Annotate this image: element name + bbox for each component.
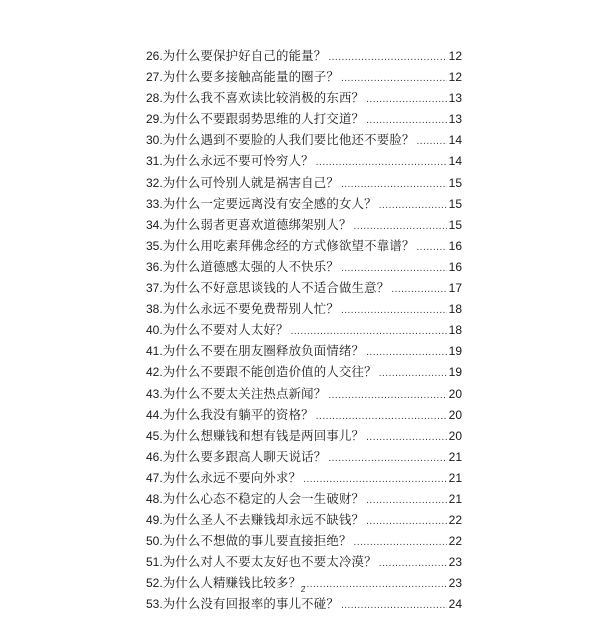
- toc-entry: [146, 45, 462, 66]
- toc-entry: [146, 256, 462, 277]
- toc-entry-page: 18: [448, 302, 462, 317]
- toc-entry-page: 21: [448, 491, 462, 506]
- toc-dot-leader: [354, 532, 447, 553]
- toc-entry-page: 21: [448, 449, 462, 464]
- toc-entry: [146, 150, 462, 171]
- toc-dot-leader: [341, 300, 447, 321]
- toc-entry-page: 20: [448, 386, 462, 401]
- toc-entry-title: 为什么弱者更喜欢道德绑架别人？: [162, 216, 352, 232]
- toc-entry: [146, 129, 462, 150]
- toc-entry-title: 为什么没有回报率的事儿不碰？: [162, 596, 339, 612]
- toc-entry: [146, 193, 462, 214]
- toc-dot-leader: [417, 131, 447, 152]
- toc-entry-number: 51.: [146, 555, 163, 570]
- toc-entry-page: 23: [448, 555, 462, 570]
- toc-dot-leader: [391, 279, 446, 300]
- toc-entry-title: 为什么想赚钱和想有钱是两回事儿？: [162, 427, 365, 443]
- toc-entry-number: 44.: [146, 407, 163, 422]
- toc-entry-number: 47.: [146, 470, 163, 485]
- toc-dot-leader: [366, 342, 447, 363]
- toc-entry-title: 为什么我没有躺平的资格？: [162, 406, 314, 422]
- toc-entry-number: 30.: [146, 133, 163, 148]
- toc-entry-number: 34.: [146, 217, 163, 232]
- toc-entry-page: 15: [448, 217, 462, 232]
- toc-entry: [146, 593, 462, 614]
- toc-entry-number: 49.: [146, 513, 163, 528]
- toc-entry-title: 为什么永远不要免费帮别人忙？: [162, 301, 339, 317]
- toc-entry: [146, 277, 462, 298]
- toc-entry: [146, 509, 462, 530]
- toc-entry-page: 19: [448, 365, 462, 380]
- toc-entry-page: 24: [448, 597, 462, 612]
- toc-entry-page: 22: [448, 534, 462, 549]
- toc-entry-title: 为什么不好意思谈钱的人不适合做生意？: [162, 280, 390, 296]
- toc-dot-leader: [328, 385, 446, 406]
- toc-entry-title: 为什么不要跟弱势思维的人打交道？: [162, 111, 365, 127]
- toc-entry-title: 为什么圣人不去赚钱却永远不缺钱？: [162, 512, 365, 528]
- toc-entry-page: 16: [448, 259, 462, 274]
- toc-entry-title: 为什么不要在朋友圈释放负面情绪？: [162, 343, 365, 359]
- toc-dot-leader: [379, 363, 447, 384]
- toc-entry: [146, 425, 462, 446]
- toc-entry: [146, 235, 462, 256]
- table-of-contents: [146, 45, 462, 615]
- toc-entry-number: 53.: [146, 597, 163, 612]
- toc-entry-title: 为什么遇到不要脸的人我们要比他还不要脸？: [162, 132, 415, 148]
- toc-entry-number: 32.: [146, 175, 163, 190]
- toc-entry: [146, 108, 462, 129]
- toc-entry-title: 为什么不要跟不能创造价值的人交往？: [162, 364, 377, 380]
- toc-entry-page: 22: [448, 513, 462, 528]
- toc-entry-page: 23: [448, 576, 462, 591]
- toc-entry-number: 48.: [146, 491, 163, 506]
- toc-dot-leader: [316, 152, 447, 173]
- toc-dot-leader: [379, 553, 447, 574]
- toc-entry-number: 36.: [146, 259, 163, 274]
- toc-entry: [146, 214, 462, 235]
- toc-dot-leader: [366, 427, 447, 448]
- toc-entry-title: 为什么可怜别人就是祸害自己？: [162, 174, 339, 190]
- toc-entry-number: 33.: [146, 196, 163, 211]
- toc-entry-page: 20: [448, 428, 462, 443]
- toc-entry-title: 为什么要保护好自己的能量？: [162, 48, 327, 63]
- toc-dot-leader: [341, 68, 447, 89]
- toc-entry-number: 26.: [146, 49, 163, 63]
- page-number: 2: [300, 585, 306, 594]
- toc-entry-page: 18: [448, 323, 462, 338]
- toc-entry-number: 46.: [146, 449, 163, 464]
- toc-entry-number: 31.: [146, 154, 163, 169]
- toc-entry: [146, 361, 462, 382]
- toc-dot-leader: [328, 448, 446, 469]
- toc-entry-title: 为什么用吃素拜佛念经的方式修欲望不靠谱？: [162, 237, 415, 253]
- toc-entry: [146, 66, 462, 87]
- toc-entry-title: 为什么对人不要太友好也不要太冷漠？: [162, 554, 377, 570]
- toc-dot-leader: [366, 110, 447, 131]
- toc-entry-number: 27.: [146, 70, 163, 85]
- toc-entry: [146, 172, 462, 193]
- toc-entry: [146, 404, 462, 425]
- toc-dot-leader: [417, 237, 447, 258]
- toc-entry-number: 37.: [146, 281, 163, 296]
- toc-dot-leader: [291, 321, 447, 342]
- toc-entry-number: 40.: [146, 323, 163, 338]
- toc-entry: [146, 551, 462, 572]
- toc-entry-title: 为什么道德感太强的人不快乐？: [162, 258, 339, 274]
- toc-entry-number: 42.: [146, 365, 163, 380]
- toc-entry: [146, 298, 462, 319]
- toc-entry-number: 38.: [146, 302, 163, 317]
- toc-entry-title: 为什么永远不要向外求？: [162, 469, 302, 485]
- toc-entry: [146, 340, 462, 361]
- toc-dot-leader: [316, 406, 447, 427]
- toc-entry-title: 为什么不要太关注热点新闻？: [162, 385, 327, 401]
- toc-entry: [146, 87, 462, 108]
- toc-entry-number: 43.: [146, 386, 163, 401]
- toc-dot-leader: [303, 469, 446, 490]
- toc-entry: [146, 488, 462, 509]
- toc-entry: [146, 446, 462, 467]
- toc-dot-leader: [366, 89, 447, 110]
- toc-entry-page: 12: [448, 49, 462, 63]
- toc-entry-page: 14: [448, 133, 462, 148]
- toc-entry: [146, 319, 462, 340]
- toc-entry-title: 为什么心态不稳定的人会一生破财？: [162, 490, 365, 506]
- toc-entry-number: 50.: [146, 534, 163, 549]
- toc-entry-number: 28.: [146, 91, 163, 106]
- toc-dot-leader: [341, 258, 447, 279]
- toc-entry-title: 为什么永远不要可怜穷人？: [162, 153, 314, 169]
- toc-entry-page: 15: [448, 175, 462, 190]
- toc-entry-page: 20: [448, 407, 462, 422]
- toc-entry-number: 35.: [146, 238, 163, 253]
- toc-entry-number: 29.: [146, 112, 163, 127]
- toc-entry-page: 13: [448, 112, 462, 127]
- toc-dot-leader: [341, 174, 447, 195]
- toc-entry-title: 为什么一定要远离没有安全感的女人？: [162, 195, 377, 211]
- toc-entry-page: 21: [448, 470, 462, 485]
- toc-entry-title: 为什么不想做的事儿要直接拒绝？: [162, 533, 352, 549]
- toc-entry: [146, 467, 462, 488]
- toc-dot-leader: [328, 47, 446, 68]
- toc-entry-page: 14: [448, 154, 462, 169]
- toc-dot-leader: [366, 511, 447, 532]
- toc-entry-page: 15: [448, 196, 462, 211]
- toc-entry-title: 为什么不要对人太好？: [162, 322, 289, 338]
- toc-dot-leader: [379, 195, 447, 216]
- toc-entry-page: 16: [448, 238, 462, 253]
- toc-entry-title: 为什么要多跟高人聊天说话？: [162, 448, 327, 464]
- toc-entry-page: 19: [448, 344, 462, 359]
- toc-entry-number: 41.: [146, 344, 163, 359]
- toc-entry-page: 12: [448, 70, 462, 85]
- toc-entry-title: 为什么要多接触高能量的圈子？: [162, 69, 339, 85]
- toc-entry-title: 为什么我不喜欢读比较消极的东西？: [162, 90, 365, 106]
- toc-entry-title: 为什么人精赚钱比较多？: [162, 575, 302, 591]
- toc-entry: [146, 383, 462, 404]
- toc-entry-number: 52.: [146, 576, 163, 591]
- toc-dot-leader: [354, 216, 447, 237]
- toc-entry-page: 17: [448, 281, 462, 296]
- toc-entry-number: 45.: [146, 428, 163, 443]
- toc-entry-page: 13: [448, 91, 462, 106]
- toc-dot-leader: [366, 490, 447, 511]
- toc-entry: [146, 530, 462, 551]
